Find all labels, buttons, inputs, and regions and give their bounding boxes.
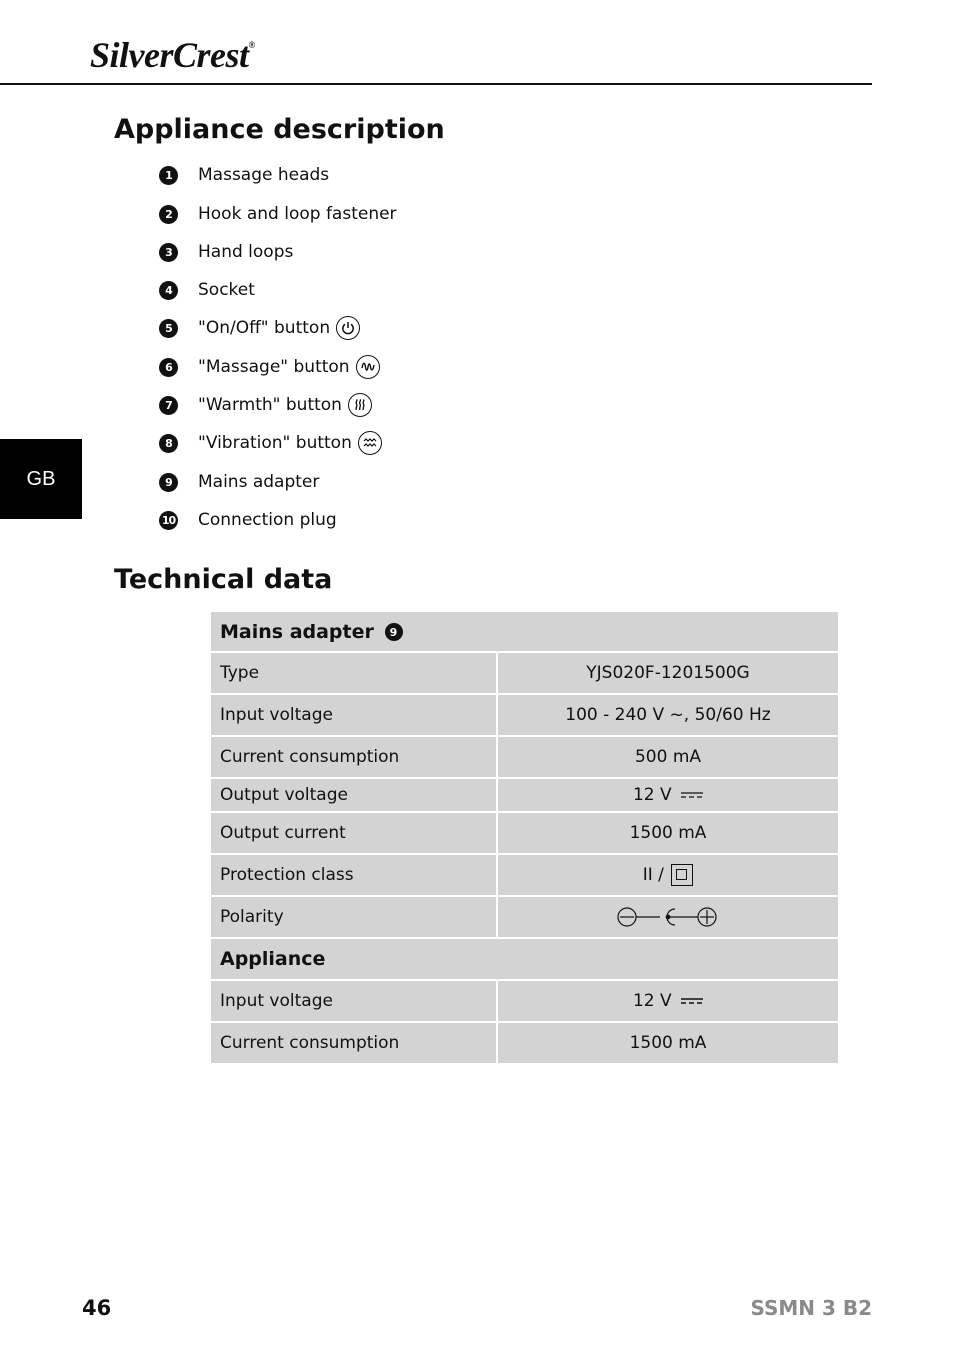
- table-row: [211, 897, 838, 939]
- row-value-cell: [496, 897, 838, 939]
- table-row: [211, 1023, 838, 1065]
- dc-symbol-icon: [681, 790, 703, 800]
- table-row: [211, 779, 838, 813]
- item-label: Hand loops: [198, 242, 294, 262]
- warmth-icon: [348, 393, 372, 417]
- list-item: [159, 353, 380, 381]
- list-item: [159, 506, 337, 534]
- row-label: Protection class: [211, 855, 496, 897]
- item-label: Connection plug: [198, 510, 337, 530]
- row-value: 12 V: [632, 991, 672, 1011]
- item-number-badge: 10: [159, 511, 178, 530]
- item-label: "Warmth" button: [198, 395, 342, 415]
- item-number-badge: 3: [159, 243, 178, 262]
- list-item: [159, 429, 382, 457]
- table-row: [211, 981, 838, 1023]
- item-label: Socket: [198, 280, 255, 300]
- vibration-icon: [358, 431, 382, 455]
- list-item: [159, 468, 319, 496]
- row-label: Output voltage: [211, 779, 496, 813]
- item-number-badge: 2: [159, 205, 178, 224]
- page-number: 46: [82, 1296, 112, 1320]
- item-number-badge: 8: [159, 434, 178, 453]
- polarity-icon: [617, 906, 719, 928]
- appliance-heading: Appliance: [211, 939, 838, 981]
- row-label: Current consumption: [211, 1023, 496, 1065]
- row-label: Type: [211, 653, 496, 695]
- item-label: "Massage" button: [198, 357, 350, 377]
- row-value: 1500 mA: [496, 1023, 838, 1065]
- list-item: [159, 200, 397, 228]
- list-item: [159, 314, 360, 342]
- item-number-badge: 9: [159, 473, 178, 492]
- row-value: 12 V: [632, 785, 672, 805]
- row-value-cell: [496, 981, 838, 1023]
- table-section-header: [211, 939, 838, 981]
- row-value: 500 mA: [496, 737, 838, 779]
- language-tab-label: GB: [26, 467, 56, 490]
- list-item: [159, 161, 329, 189]
- row-label: Output current: [211, 813, 496, 855]
- mains-adapter-heading: [211, 612, 838, 653]
- appliance-description-heading: Appliance description: [114, 114, 445, 145]
- row-value: 100 - 240 V ~, 50/60 Hz: [496, 695, 838, 737]
- item-number-badge: 4: [159, 281, 178, 300]
- row-label: Input voltage: [211, 981, 496, 1023]
- list-item: [159, 391, 372, 419]
- item-number-badge: 7: [159, 396, 178, 415]
- item-number-badge: 1: [159, 166, 178, 185]
- language-tab: [0, 439, 82, 519]
- row-value-cell: [496, 855, 838, 897]
- row-label: Polarity: [211, 897, 496, 939]
- item-label: "On/Off" button: [198, 318, 331, 338]
- protection-class-ii-icon: [671, 864, 693, 886]
- table-row: [211, 737, 838, 779]
- header-divider: [0, 83, 872, 85]
- list-item: [159, 276, 255, 304]
- brand-logo: [90, 34, 255, 76]
- item-label: "Vibration" button: [198, 433, 352, 453]
- table-row: [211, 855, 838, 897]
- table-section-header: [211, 612, 838, 653]
- power-icon: [336, 316, 360, 340]
- item-number-badge: 5: [159, 319, 178, 338]
- list-item: [159, 238, 293, 266]
- item-label: Hook and loop fastener: [198, 204, 397, 224]
- item-label: Massage heads: [198, 165, 330, 185]
- row-value: YJS020F-1201500G: [496, 653, 838, 695]
- technical-data-heading: Technical data: [114, 564, 333, 595]
- dc-symbol-icon: [681, 996, 703, 1006]
- row-label: Current consumption: [211, 737, 496, 779]
- row-value-cell: [496, 779, 838, 813]
- brand-name: SilverCrest: [90, 35, 249, 75]
- row-value: 1500 mA: [496, 813, 838, 855]
- technical-data-table: [211, 612, 838, 1065]
- item-number-badge: 6: [159, 358, 178, 377]
- massage-icon: [356, 355, 380, 379]
- registered-mark: ®: [248, 40, 255, 50]
- item-label: Mains adapter: [198, 472, 320, 492]
- section-title: Mains adapter: [220, 620, 374, 643]
- table-row: [211, 695, 838, 737]
- table-row: [211, 813, 838, 855]
- item-number-badge: 9: [385, 623, 403, 641]
- model-number: SSMN 3 B2: [750, 1296, 872, 1320]
- row-value: II /: [642, 865, 664, 885]
- row-label: Input voltage: [211, 695, 496, 737]
- table-row: [211, 653, 838, 695]
